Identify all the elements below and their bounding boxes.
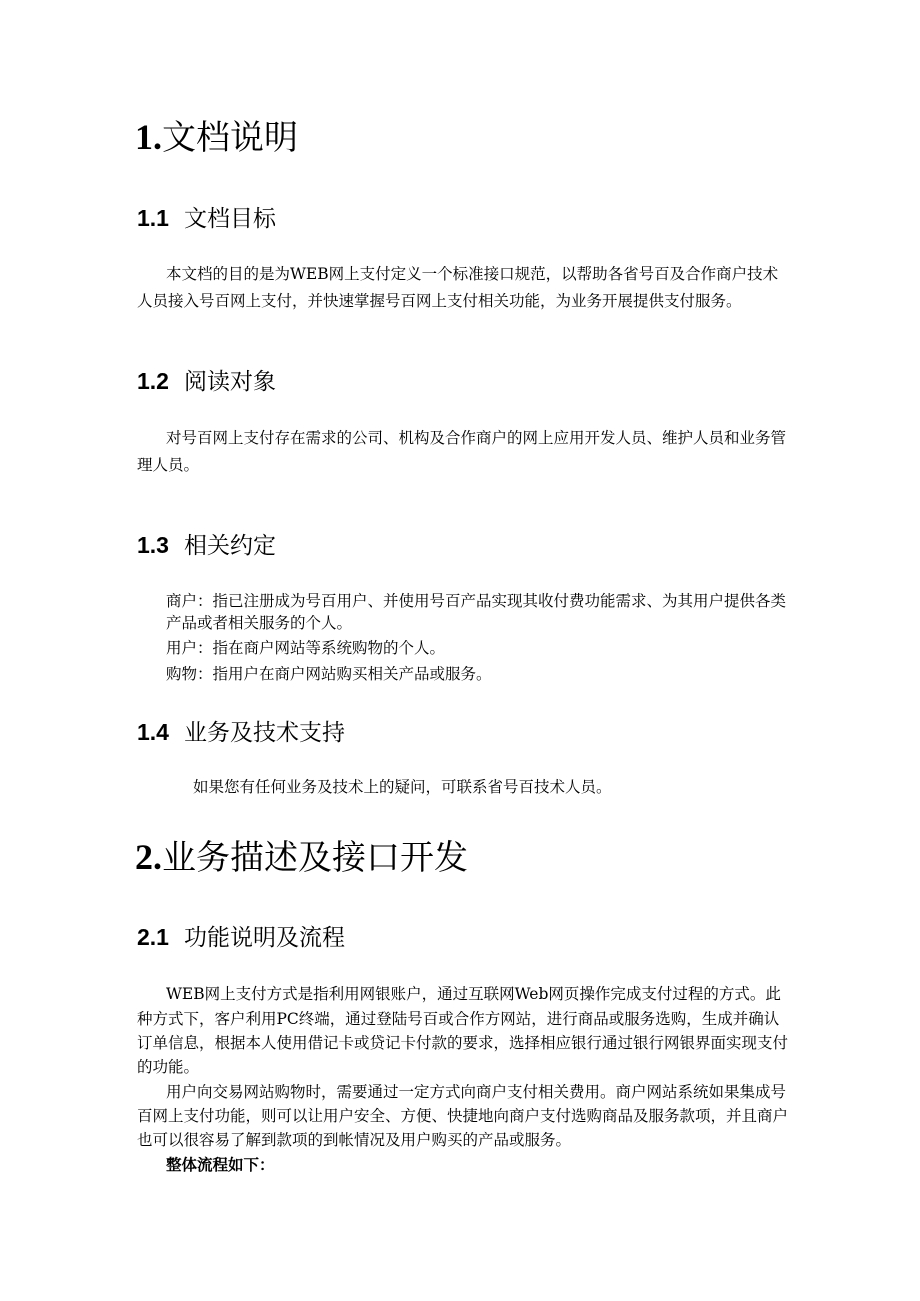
subsection-1-2-heading — [137, 366, 276, 396]
paragraph-line: 如果您有任何业务及技术上的疑问，可联系省号百技术人员。 — [193, 778, 612, 796]
paragraph-line: 用户：指在商户网站等系统购物的个人。 — [166, 639, 446, 657]
paragraph-line: 百网上支付功能，则可以让用户安全、方便、快捷地向商户支付选购商品及服务款项，并且商户 — [137, 1107, 789, 1125]
paragraph-line: 本文档的目的是为WEB网上支付定义一个标准接口规范，以帮助各省号百及合作商户技术 — [166, 265, 779, 283]
flow-intro-label: 整体流程如下： — [166, 1155, 275, 1174]
subsection-1-3-title: 相关约定 — [184, 532, 276, 558]
subsection-1-3-number: 1.3 — [137, 532, 169, 558]
subsection-1-4-heading — [137, 717, 345, 747]
paragraph-line: 理人员。 — [137, 456, 200, 474]
subsection-1-3-heading — [137, 530, 276, 560]
paragraph-line: 也可以很容易了解到款项的到帐情况及用户购买的产品或服务。 — [137, 1131, 572, 1149]
paragraph-line: WEB网上支付方式是指利用网银账户，通过互联网Web网页操作完成支付过程的方式。此 — [166, 985, 781, 1003]
subsection-1-1-heading — [137, 203, 276, 233]
paragraph-line: 对号百网上支付存在需求的公司、机构及合作商户的网上应用开发人员、维护人员和业务管 — [166, 429, 787, 447]
paragraph-line: 订单信息，根据本人使用借记卡或贷记卡付款的要求，选择相应银行通过银行网银界面实现支付 — [137, 1034, 789, 1052]
subsection-1-1-title: 文档目标 — [184, 205, 276, 231]
paragraph-line: 用户向交易网站购物时，需要通过一定方式向商户支付相关费用。商户网站系统如果集成号 — [166, 1083, 787, 1101]
section-1-title: 文档说明 — [162, 118, 298, 158]
subsection-1-2-number: 1.2 — [137, 368, 169, 394]
section-2-heading — [135, 837, 468, 878]
subsection-1-2-title: 阅读对象 — [184, 368, 276, 394]
subsection-2-1-title: 功能说明及流程 — [184, 924, 345, 950]
paragraph-line: 人员接入号百网上支付，并快速掌握号百网上支付相关功能，为业务开展提供支付服务。 — [137, 292, 742, 310]
paragraph-line: 种方式下，客户利用PC终端，通过登陆号百或合作方网站，进行商品或服务选购，生成并确认 — [137, 1010, 780, 1028]
section-1-number: 1. — [135, 117, 162, 157]
subsection-2-1-heading — [137, 922, 345, 952]
subsection-1-1-number: 1.1 — [137, 205, 169, 231]
section-2-title: 业务描述及接口开发 — [162, 838, 468, 878]
paragraph-line: 购物：指用户在商户网站购买相关产品或服务。 — [166, 665, 492, 683]
section-2-number: 2. — [135, 837, 162, 877]
subsection-2-1-number: 2.1 — [137, 924, 169, 950]
section-1-heading — [135, 117, 298, 158]
paragraph-line: 的功能。 — [137, 1058, 200, 1076]
subsection-1-4-title: 业务及技术支持 — [184, 719, 345, 745]
paragraph-line: 商户：指已注册成为号百用户、并使用号百产品实现其收付费功能需求、为其用户提供各类 — [166, 592, 787, 610]
subsection-1-4-number: 1.4 — [137, 719, 169, 745]
paragraph-line: 产品或者相关服务的个人。 — [166, 614, 353, 632]
